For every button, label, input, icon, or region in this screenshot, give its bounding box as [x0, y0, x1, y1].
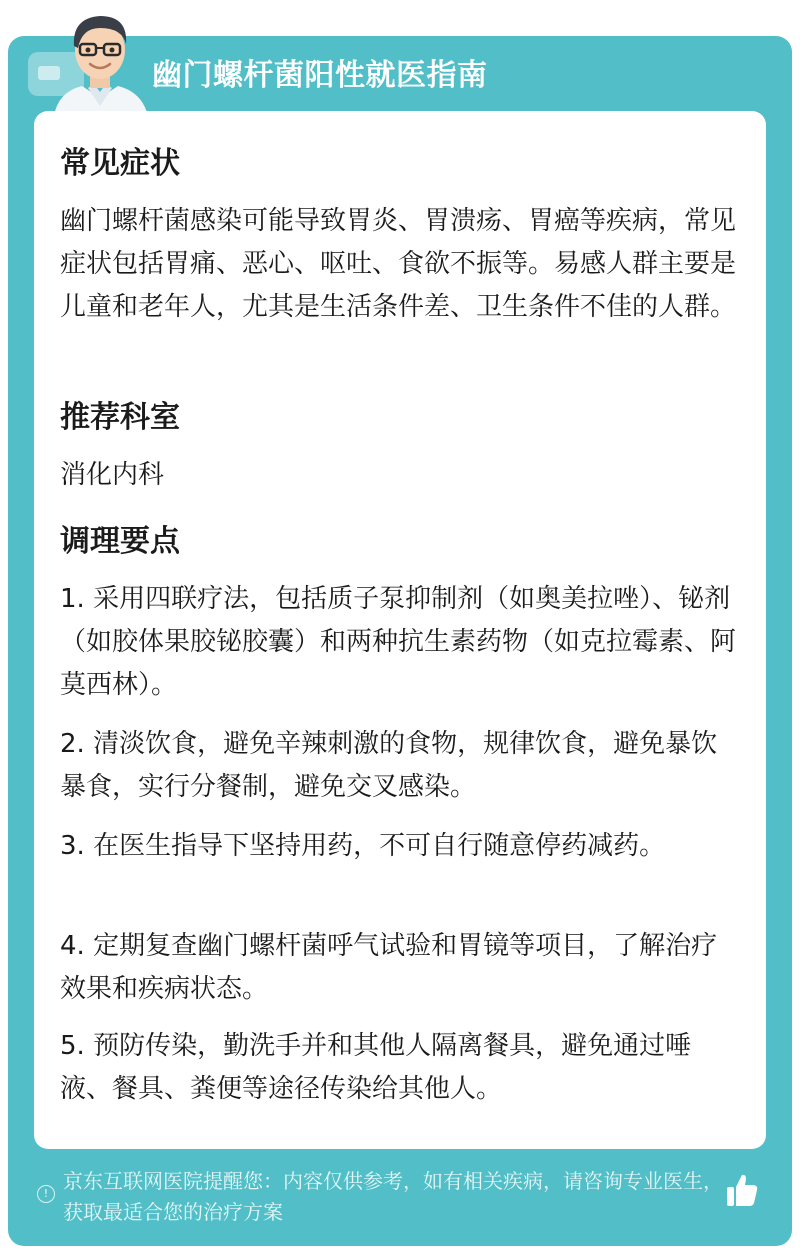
care-point-5: 5. 预防传染，勤洗手并和其他人隔离餐具，避免通过唾液、餐具、粪便等途径传染给其他人。: [60, 1031, 692, 1104]
symptoms-text: 幽门螺杆菌感染可能导致胃炎、胃溃疡、胃癌等疾病，常见症状包括胃痛、恶心、呕吐、食欲不振等。易感人群主要是儿童和老年人，尤其是生活条件差、卫生条件不佳的人群。: [60, 206, 737, 322]
care-point-1: 1. 采用四联疗法，包括质子泵抑制剂（如奥美拉唑）、铋剂（如胶体果胶铋胶囊）和两种抗生素药物（如克拉霉素、阿莫西林）。: [60, 584, 737, 700]
section-title-symptoms: 常见症状: [60, 146, 180, 181]
section-title-care-points: 调理要点: [60, 524, 180, 559]
care-point-3: 3. 在医生指导下坚持用药，不可自行随意停药减药。: [60, 831, 666, 861]
page-title: 幽门螺杆菌阳性就医指南: [152, 58, 488, 93]
section-title-department: 推荐科室: [60, 400, 180, 435]
care-point-2: 2. 清淡饮食，避免辛辣刺激的食物，规律饮食，避免暴饮暴食，实行分餐制，避免交叉感染。: [60, 729, 718, 802]
doctor-avatar: [48, 6, 152, 116]
thumbs-up-icon[interactable]: [725, 1172, 759, 1208]
care-point-4: 4. 定期复查幽门螺杆菌呼气试验和胃镜等项目，了解治疗效果和疾病状态。: [60, 931, 718, 1004]
department-text: 消化内科: [60, 460, 165, 490]
disclaimer-text: 京东互联网医院提醒您：内容仅供参考，如有相关疾病，请咨询专业医生，获取最适合您的治疗方案: [63, 1169, 723, 1224]
info-icon: !: [37, 1185, 55, 1203]
